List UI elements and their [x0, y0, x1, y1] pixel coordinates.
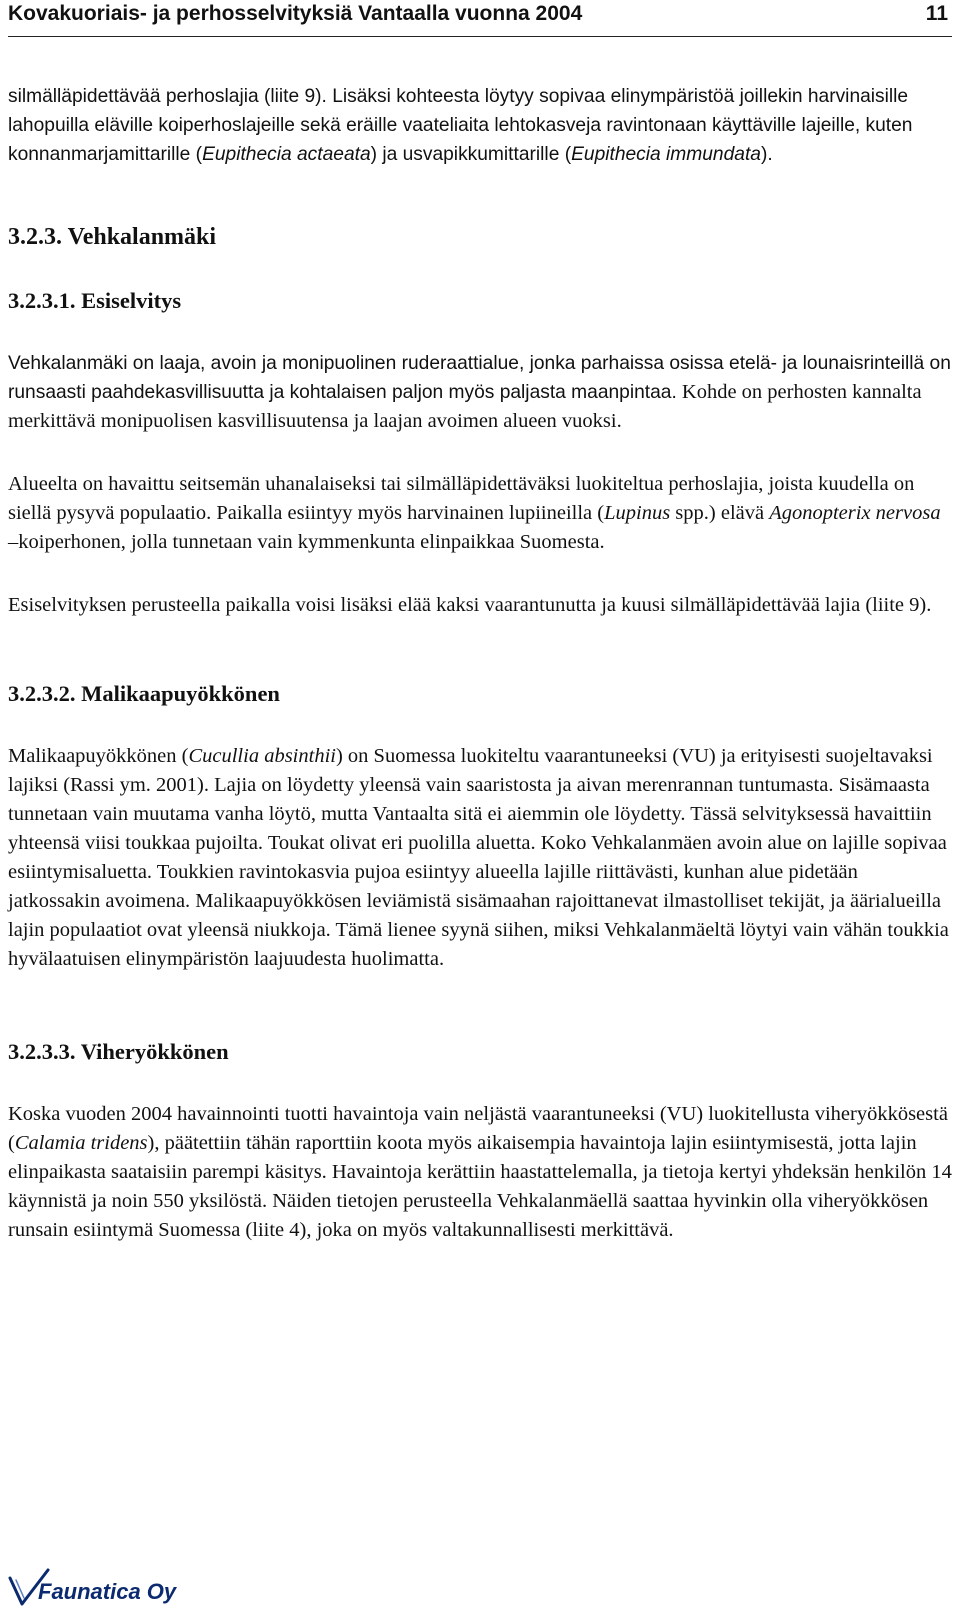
section-heading-malikaapuyokkonen: 3.2.3.2. Malikaapuyökkönen [8, 681, 280, 706]
intro-paragraph [8, 82, 952, 169]
page-number: 11 [925, 2, 948, 25]
esiselvitys-paragraph-1 [8, 349, 952, 436]
malikaapu-text-b: ) on Suomessa luokiteltu vaarantuneeksi (VU) ja erityisesti suojeltavaksi lajiksi (Rassi ym. 2001). Lajia on löydetty yleensä vain saaristosta ja aivan merenrannan tuntumasta. Sisämaasta tunnetaan vain muutama vanha löytö, mutta Vantaalta sitä ei aiemmin ole löydetty. Tässä selvityksessä havaittiin yhteensä viisi toukkaa pujoilta. Toukat olivat eri puolilla aluetta. Koko Vehkalanmäen avoin alue on lajille sopivaa esiintymisaluetta. Toukkien ravintokasvia pujoa esiintyy alueella lajille riittävästi, kunhan alue pidetään jatkossakin avoimena. Malikaapuyökkösen leviämistä sisämaahan rajoittanevat ilmastolliset tekijät, ja äärialueilla lajin populaatiot ovat yleensä niukkoja. Tämä lienee syynä siihen, miksi Vehkalanmäeltä löytyi vain vähän toukkia hyvälaatuisen elinympäristön laajuudesta huolimatta. [8, 745, 949, 970]
section-heading-vehkalanmaki: 3.2.3. Vehkalanmäki [8, 224, 217, 250]
species-name: Lupinus [604, 502, 671, 524]
species-name: Eupithecia actaeata [202, 144, 371, 165]
species-name: Agonopterix nervosa [769, 502, 941, 524]
esiselvitys-text-serif: Kohde on perhosten kannalta merkittävä monipuolisen kasvillisuutensa ja laajan avoimen alueen vuoksi. [8, 381, 922, 432]
company-logo-text: Faunatica Oy [38, 1579, 177, 1604]
viher-text-b: ), päätettiin tähän raporttiin koota myös aikaisempia havaintoja lajin esiintymisestä, jotta lajin elinpaikasta saataisiin parempi käsitys. Havaintoja kerättiin haastattelemalla, ja tietoja kertyi yhdeksän henkilön 14 käynnistä ja noin 550 yksilöstä. Näiden tietojen perusteella Vehkalanmäellä saattaa hyvinkin olla viheryökkösen runsain esiintymä Suomessa (liite 4), joka on myös valtakunnallisesti merkittävä. [8, 1132, 952, 1241]
species-name: Eupithecia immundata [571, 144, 761, 165]
esiselvitys-paragraph-2 [8, 470, 952, 557]
intro-text-c: ). [760, 144, 773, 165]
section-heading-viheryokkonen: 3.2.3.3. Viheryökkönen [8, 1039, 229, 1064]
esiselvitys-text-b: spp.) elävä [670, 502, 770, 524]
page-footer [8, 1568, 208, 1608]
viheryokkonen-paragraph [8, 1100, 952, 1245]
esiselvitys-text-c: –koiperhonen, jolla tunnetaan vain kymmenkunta elinpaikkaa Suomesta. [8, 531, 605, 553]
document-body [8, 82, 952, 1245]
species-name: Cucullia absinthii [188, 745, 336, 767]
intro-text-b: ) ja usvapikkumittarille ( [370, 144, 572, 165]
intro-text-a: silmälläpidettävää perhoslajia (liite 9). Lisäksi kohteesta löytyy sopivaa elinympäristöä joillekin harvinaisille lahopuilla eläville koiperhoslajeille sekä eräille vaateliaita lehtokasveja ravintonaan käyttäville lajeille, kuten konnanmarjamittarille ( [8, 86, 913, 165]
viher-text-a: Koska vuoden 2004 havainnointi tuotti havaintoja vain neljästä vaarantuneeksi (VU) luokitellusta viheryökkösestä ( [8, 1103, 948, 1154]
esiselvitys-text-a: Alueelta on havaittu seitsemän uhanalaiseksi tai silmälläpidettäväksi luokiteltua perhoslajia, joista kuudella on siellä pysyvä populaatio. Paikalla esiintyy myös harvinainen lupiineilla ( [8, 473, 915, 524]
esiselvitys-text-sans: Vehkalanmäki on laaja, avoin ja monipuolinen ruderaattialue, jonka parhaissa osissa etelä- ja lounaisrinteillä on runsaasti paahdekasvillisuutta ja kohtalaisen paljon myös paljasta maanpintaa. [8, 353, 951, 403]
species-name: Calamia tridens [14, 1132, 148, 1154]
page-header [8, 2, 952, 37]
malikaapu-text-a: Malikaapuyökkönen ( [8, 745, 189, 767]
esiselvitys-paragraph-3: Esiselvityksen perusteella paikalla voisi lisäksi elää kaksi vaarantunutta ja kuusi silmälläpidettävää lajia (liite 9). [8, 594, 932, 616]
document-title: Kovakuoriais- ja perhosselvityksiä Vantaalla vuonna 2004 [8, 2, 583, 25]
malikaapuyokkonen-paragraph [8, 742, 952, 974]
section-heading-esiselvitys: 3.2.3.1. Esiselvitys [8, 288, 182, 313]
